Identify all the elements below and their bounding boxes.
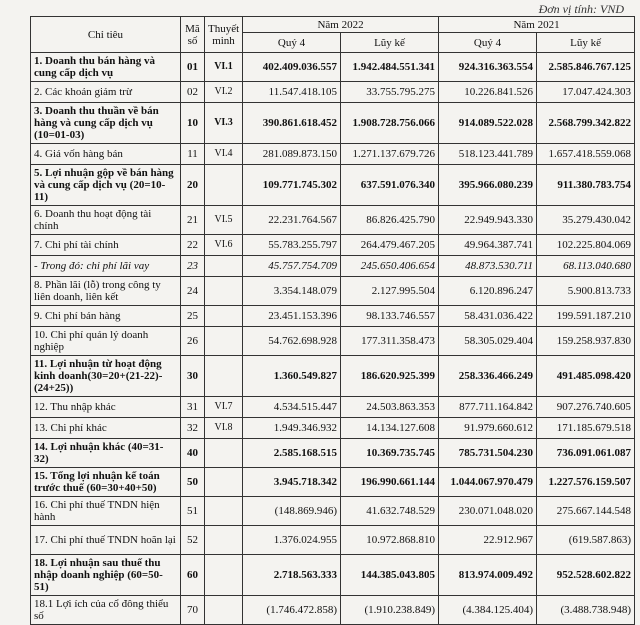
- row-note: [205, 526, 243, 555]
- row-code: 40: [181, 439, 205, 468]
- row-label: 17. Chi phí thuế TNDN hoãn lại: [31, 526, 181, 555]
- header-quy4-2022: Quý 4: [243, 33, 341, 53]
- value-q4-2021: 258.336.466.249: [439, 356, 537, 397]
- value-q4-2021: (4.384.125.404): [439, 596, 537, 625]
- row-label: 18.1 Lợi ích của cổ đông thiểu số: [31, 596, 181, 625]
- value-cumulative-2021: 35.279.430.042: [537, 206, 635, 235]
- value-cumulative-2022: 2.127.995.504: [341, 277, 439, 306]
- row-code: 22: [181, 235, 205, 256]
- row-code: 21: [181, 206, 205, 235]
- value-q4-2021: 58.305.029.404: [439, 327, 537, 356]
- table-row: [31, 256, 635, 277]
- value-cumulative-2021: 491.485.098.420: [537, 356, 635, 397]
- row-note: VI.2: [205, 82, 243, 103]
- header-year-2021: Năm 2021: [439, 17, 635, 33]
- row-label: 9. Chi phí bán hàng: [31, 306, 181, 327]
- table-row: [31, 277, 635, 306]
- value-q4-2021: 6.120.896.247: [439, 277, 537, 306]
- value-cumulative-2022: 264.479.467.205: [341, 235, 439, 256]
- row-code: 10: [181, 103, 205, 144]
- row-label: 12. Thu nhập khác: [31, 397, 181, 418]
- table-row: [31, 206, 635, 235]
- value-cumulative-2022: 1.271.137.679.726: [341, 144, 439, 165]
- value-q4-2022: 281.089.873.150: [243, 144, 341, 165]
- row-label: 14. Lợi nhuận khác (40=31-32): [31, 439, 181, 468]
- value-cumulative-2021: 1.227.576.159.507: [537, 468, 635, 497]
- row-label: 8. Phần lãi (lỗ) trong công ty liên doanh, liên kết: [31, 277, 181, 306]
- value-q4-2021: 813.974.009.492: [439, 555, 537, 596]
- row-code: 26: [181, 327, 205, 356]
- value-q4-2021: 58.431.036.422: [439, 306, 537, 327]
- value-cumulative-2021: 952.528.602.822: [537, 555, 635, 596]
- value-q4-2022: 3.354.148.079: [243, 277, 341, 306]
- row-label: 15. Tổng lợi nhuận kế toán trước thuế (60=30+40+50): [31, 468, 181, 497]
- value-q4-2022: 109.771.745.302: [243, 165, 341, 206]
- value-q4-2022: 11.547.418.105: [243, 82, 341, 103]
- table-row: [31, 327, 635, 356]
- row-label: 5. Lợi nhuận gộp về bán hàng và cung cấp dịch vụ (20=10-11): [31, 165, 181, 206]
- row-code: 02: [181, 82, 205, 103]
- value-q4-2022: 45.757.754.709: [243, 256, 341, 277]
- value-cumulative-2022: 1.942.484.551.341: [341, 53, 439, 82]
- value-q4-2021: 785.731.504.230: [439, 439, 537, 468]
- value-q4-2022: 390.861.618.452: [243, 103, 341, 144]
- row-note: [205, 555, 243, 596]
- header-chi-tieu: Chỉ tiêu: [31, 17, 181, 53]
- row-code: 24: [181, 277, 205, 306]
- row-label: 4. Giá vốn hàng bán: [31, 144, 181, 165]
- value-cumulative-2021: (619.587.863): [537, 526, 635, 555]
- value-cumulative-2021: 907.276.740.605: [537, 397, 635, 418]
- value-q4-2021: 10.226.841.526: [439, 82, 537, 103]
- value-cumulative-2022: 196.990.661.144: [341, 468, 439, 497]
- row-code: 51: [181, 497, 205, 526]
- row-label: 1. Doanh thu bán hàng và cung cấp dịch vụ: [31, 53, 181, 82]
- row-note: VI.8: [205, 418, 243, 439]
- table-row: [31, 53, 635, 82]
- value-q4-2022: 22.231.764.567: [243, 206, 341, 235]
- value-cumulative-2022: 24.503.863.353: [341, 397, 439, 418]
- table-row: [31, 418, 635, 439]
- row-label: 18. Lợi nhuận sau thuế thu nhập doanh nghiệp (60=50-51): [31, 555, 181, 596]
- value-q4-2022: 402.409.036.557: [243, 53, 341, 82]
- table-row: [31, 144, 635, 165]
- row-label: - Trong đó: chi phí lãi vay: [31, 256, 181, 277]
- value-cumulative-2021: 5.900.813.733: [537, 277, 635, 306]
- value-cumulative-2021: 1.657.418.559.068: [537, 144, 635, 165]
- row-code: 11: [181, 144, 205, 165]
- table-row: [31, 439, 635, 468]
- value-q4-2021: 914.089.522.028: [439, 103, 537, 144]
- table-row: [31, 596, 635, 625]
- value-cumulative-2021: 199.591.187.210: [537, 306, 635, 327]
- value-cumulative-2021: 2.585.846.767.125: [537, 53, 635, 82]
- value-q4-2022: 3.945.718.342: [243, 468, 341, 497]
- value-q4-2022: 1.949.346.932: [243, 418, 341, 439]
- row-note: [205, 596, 243, 625]
- row-label: 3. Doanh thu thuần về bán hàng và cung cấp dịch vụ (10=01-03): [31, 103, 181, 144]
- header-thuyet-minh: Thuyết minh: [205, 17, 243, 53]
- value-cumulative-2022: 177.311.358.473: [341, 327, 439, 356]
- row-note: [205, 439, 243, 468]
- row-note: [205, 497, 243, 526]
- value-q4-2021: 518.123.441.789: [439, 144, 537, 165]
- value-cumulative-2022: 33.755.795.275: [341, 82, 439, 103]
- value-q4-2021: 91.979.660.612: [439, 418, 537, 439]
- value-cumulative-2022: 10.369.735.745: [341, 439, 439, 468]
- value-q4-2021: 877.711.164.842: [439, 397, 537, 418]
- row-label: 6. Doanh thu hoạt động tài chính: [31, 206, 181, 235]
- value-q4-2022: 54.762.698.928: [243, 327, 341, 356]
- value-q4-2021: 1.044.067.970.479: [439, 468, 537, 497]
- value-q4-2022: 1.360.549.827: [243, 356, 341, 397]
- table-body: [31, 53, 635, 625]
- header-luyke-2021: Lũy kế: [537, 33, 635, 53]
- value-q4-2021: 49.964.387.741: [439, 235, 537, 256]
- value-q4-2021: 395.966.080.239: [439, 165, 537, 206]
- row-label: 7. Chi phí tài chính: [31, 235, 181, 256]
- value-q4-2022: 2.718.563.333: [243, 555, 341, 596]
- row-code: 52: [181, 526, 205, 555]
- value-cumulative-2022: 144.385.043.805: [341, 555, 439, 596]
- value-cumulative-2021: 171.185.679.518: [537, 418, 635, 439]
- value-q4-2022: 55.783.255.797: [243, 235, 341, 256]
- value-cumulative-2022: 98.133.746.557: [341, 306, 439, 327]
- row-code: 01: [181, 53, 205, 82]
- value-cumulative-2022: 186.620.925.399: [341, 356, 439, 397]
- table-row: [31, 497, 635, 526]
- row-note: [205, 165, 243, 206]
- value-cumulative-2021: 17.047.424.303: [537, 82, 635, 103]
- header-quy4-2021: Quý 4: [439, 33, 537, 53]
- value-q4-2022: 2.585.168.515: [243, 439, 341, 468]
- row-code: 23: [181, 256, 205, 277]
- row-code: 25: [181, 306, 205, 327]
- row-label: 2. Các khoản giảm trừ: [31, 82, 181, 103]
- row-note: [205, 468, 243, 497]
- value-cumulative-2021: (3.488.738.948): [537, 596, 635, 625]
- row-label: 10. Chi phí quản lý doanh nghiệp: [31, 327, 181, 356]
- row-label: 13. Chi phí khác: [31, 418, 181, 439]
- value-q4-2022: (148.869.946): [243, 497, 341, 526]
- table-row: [31, 165, 635, 206]
- value-q4-2021: 22.912.967: [439, 526, 537, 555]
- row-note: [205, 356, 243, 397]
- table-row: [31, 526, 635, 555]
- value-q4-2021: 230.071.048.020: [439, 497, 537, 526]
- row-label: 16. Chi phí thuế TNDN hiện hành: [31, 497, 181, 526]
- header-ma-so: Mã số: [181, 17, 205, 53]
- value-q4-2021: 22.949.943.330: [439, 206, 537, 235]
- table-row: [31, 235, 635, 256]
- row-note: VI.7: [205, 397, 243, 418]
- value-q4-2021: 48.873.530.711: [439, 256, 537, 277]
- value-q4-2022: 1.376.024.955: [243, 526, 341, 555]
- value-cumulative-2022: 86.826.425.790: [341, 206, 439, 235]
- table-row: [31, 103, 635, 144]
- row-code: 20: [181, 165, 205, 206]
- table-row: [31, 356, 635, 397]
- value-cumulative-2022: (1.910.238.849): [341, 596, 439, 625]
- value-cumulative-2022: 10.972.868.810: [341, 526, 439, 555]
- unit-label: Đơn vị tính: VND: [538, 2, 624, 16]
- income-statement-table: [30, 16, 635, 625]
- value-cumulative-2022: 1.908.728.756.066: [341, 103, 439, 144]
- value-cumulative-2021: 736.091.061.087: [537, 439, 635, 468]
- table-row: [31, 82, 635, 103]
- row-note: [205, 306, 243, 327]
- row-code: 70: [181, 596, 205, 625]
- value-cumulative-2022: 245.650.406.654: [341, 256, 439, 277]
- value-q4-2022: (1.746.472.858): [243, 596, 341, 625]
- row-code: 32: [181, 418, 205, 439]
- row-note: VI.4: [205, 144, 243, 165]
- value-cumulative-2021: 911.380.783.754: [537, 165, 635, 206]
- table-row: [31, 306, 635, 327]
- row-note: [205, 327, 243, 356]
- value-cumulative-2022: 14.134.127.608: [341, 418, 439, 439]
- table-row: [31, 397, 635, 418]
- value-cumulative-2021: 159.258.937.830: [537, 327, 635, 356]
- value-cumulative-2021: 68.113.040.680: [537, 256, 635, 277]
- table-row: [31, 555, 635, 596]
- row-note: [205, 256, 243, 277]
- row-code: 50: [181, 468, 205, 497]
- header-year-2022: Năm 2022: [243, 17, 439, 33]
- value-cumulative-2022: 41.632.748.529: [341, 497, 439, 526]
- table-row: [31, 468, 635, 497]
- value-cumulative-2021: 275.667.144.548: [537, 497, 635, 526]
- value-cumulative-2022: 637.591.076.340: [341, 165, 439, 206]
- value-q4-2021: 924.316.363.554: [439, 53, 537, 82]
- row-note: [205, 277, 243, 306]
- value-q4-2022: 23.451.153.396: [243, 306, 341, 327]
- row-label: 11. Lợi nhuận từ hoạt động kinh doanh(30=20+(21-22)-(24+25)): [31, 356, 181, 397]
- header-luyke-2022: Lũy kế: [341, 33, 439, 53]
- row-note: VI.5: [205, 206, 243, 235]
- row-note: VI.3: [205, 103, 243, 144]
- row-code: 31: [181, 397, 205, 418]
- row-code: 60: [181, 555, 205, 596]
- row-code: 30: [181, 356, 205, 397]
- row-note: VI.6: [205, 235, 243, 256]
- value-cumulative-2021: 2.568.799.342.822: [537, 103, 635, 144]
- row-note: VI.1: [205, 53, 243, 82]
- value-cumulative-2021: 102.225.804.069: [537, 235, 635, 256]
- value-q4-2022: 4.534.515.447: [243, 397, 341, 418]
